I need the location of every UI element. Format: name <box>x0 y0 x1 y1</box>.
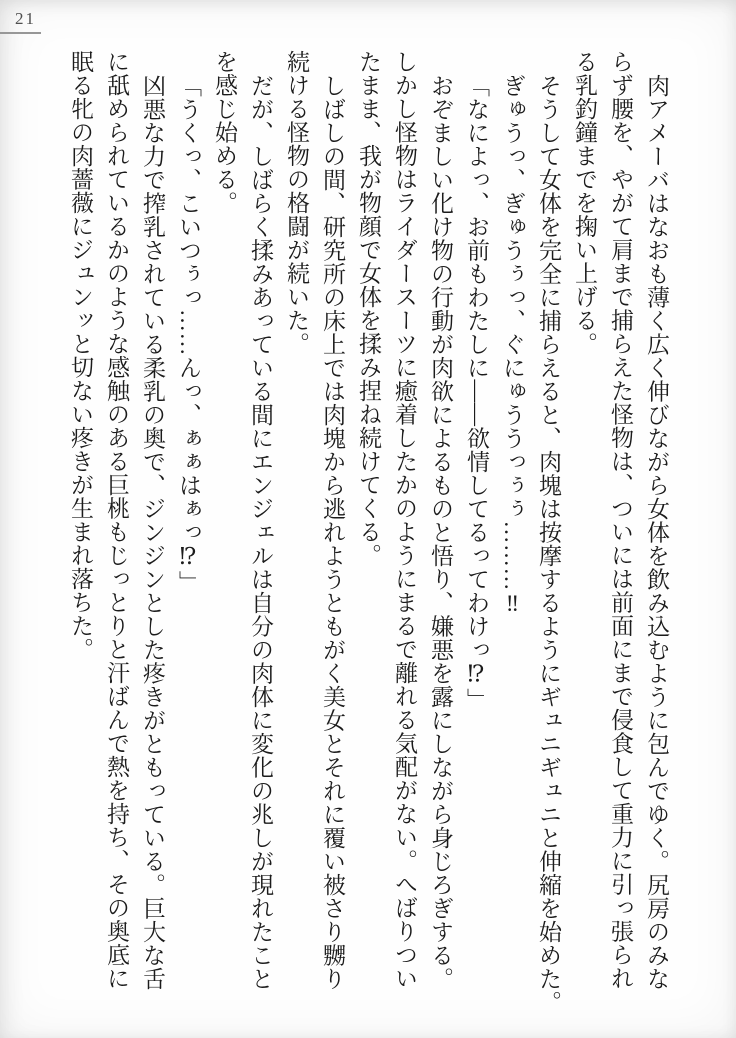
text-line: 凶悪な力で搾乳されている柔乳の奥で、ジンジンとした疼きがともっている。巨大な舌 <box>140 74 165 991</box>
text-line: 「なによっ、お前もわたしに――欲情してるってわけっ⁉」 <box>464 74 489 712</box>
text-line: 眠る牝の肉薔薇にジュンッと切ない疼きが生まれ落ちた。 <box>68 50 93 661</box>
text-line: しかし怪物はライダースーツに癒着したかのようにまるで離れる気配がない。へばりつい <box>392 50 417 990</box>
text-line: に舐められているかのような感触のある巨桃もじっとりと汗ばんで熱を持ち、その奥底に <box>104 50 129 990</box>
text-line: を感じ始める。 <box>212 50 237 215</box>
page-number-rule <box>0 32 41 34</box>
text-line: ぎゅうっ、ぎゅうぅっ、ぐにゅううっぅぅ………‼ <box>500 74 525 617</box>
text-line: 「うくっ、こいつぅっ……んっ、ぁぁはぁっ⁉」 <box>176 74 201 594</box>
page-number: 21 <box>15 9 36 28</box>
text-line: たまま、我が物顔で女体を揉み捏ね続けてくる。 <box>356 50 381 567</box>
text-line: そうして女体を完全に捕らえると、肉塊は按摩するようにギュニギュニと伸縮を始めた。 <box>536 74 561 1014</box>
page-number-area <box>0 6 120 42</box>
text-line: おぞましい化け物の行動が肉欲によるものと悟り、嫌悪を露にしながら身じろぎする。 <box>428 74 453 991</box>
text-line: 続ける怪物の格闘が続いた。 <box>284 50 309 356</box>
text-line: だが、しばらく揉みあっている間にエンジェルは自分の肉体に変化の兆しが現れたこと <box>248 74 273 991</box>
text-line: 肉アメーバはなおも薄く広く伸びながら女体を飲み込むように包んでゆく。尻房のみな <box>644 74 669 991</box>
text-line: らず腰を、やがて肩まで捕らえた怪物は、ついには前面にまで侵食して重力に引っ張られ <box>608 50 633 990</box>
text-line: る乳釣鐘までを掬い上げる。 <box>572 50 597 356</box>
vertical-text-block <box>62 50 674 1014</box>
text-line: しばしの間、研究所の床上では肉塊から逃れようともがく美女とそれに覆い被さり嬲り <box>320 74 345 991</box>
